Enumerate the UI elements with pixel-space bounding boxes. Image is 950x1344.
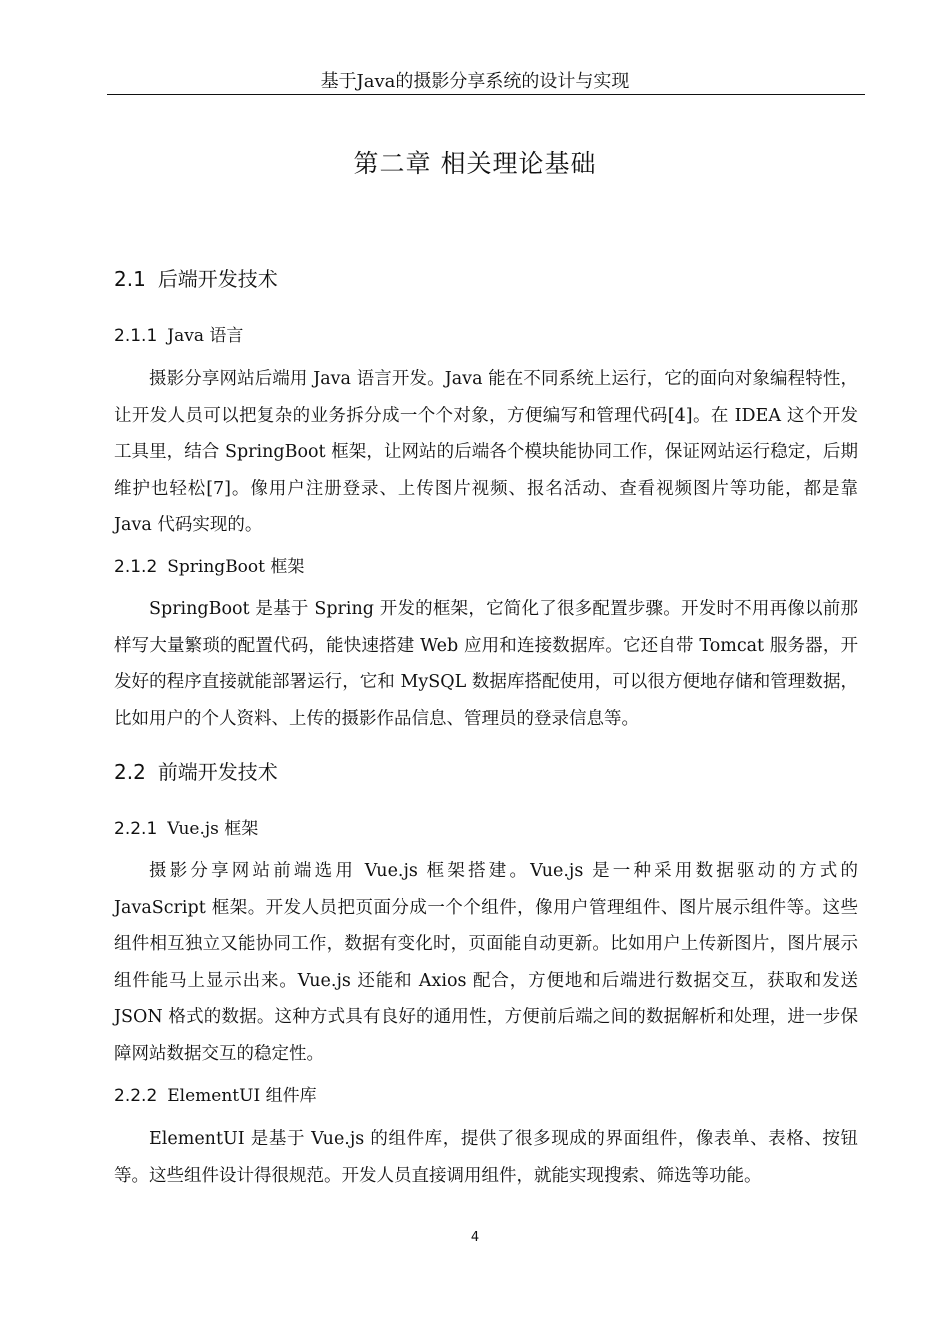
subsection-title: Java 语言 [167, 326, 244, 346]
paragraph-elementui: ElementUI 是基于 Vue.js 的组件库，提供了很多现成的界面组件，像表单、表格、按钮等。这些组件设计得很规范。开发人员直接调用组件，就能实现搜索、筛选等功能。 [114, 1129, 858, 1186]
section-title: 前端开发技术 [157, 760, 278, 784]
section-heading-2-1 [114, 265, 278, 293]
subsection-heading-2-2-1 [114, 817, 258, 841]
paragraph-java: 摄影分享网站后端用 Java 语言开发。Java 能在不同系统上运行，它的面向对象编程特性，让开发人员可以把复杂的业务拆分成一个个对象，方便编写和管理代码[4]。在 IDEA 这个开发工具里，结合 SpringBoot 框架，让网站的后端各个模块能协同工作，保证网站运行稳定，后期维护也轻松[7]。像用户注册登录、上传图片视频、报名活动、查看视频图片等功能，都是靠 Java 代码实现的。 [114, 369, 858, 536]
subsection-title: ElementUI 组件库 [167, 1086, 317, 1106]
subsection-number: 2.1.1 [114, 326, 158, 346]
subsection-heading-2-1-2 [114, 555, 304, 579]
section-number: 2.2 [114, 760, 146, 784]
paragraph-springboot: SpringBoot 是基于 Spring 开发的框架，它简化了很多配置步骤。开发时不用再像以前那样写大量繁琐的配置代码，能快速搭建 Web 应用和连接数据库。它还自带 Tomcat 服务器，开发好的程序直接就能部署运行，它和 MySQL 数据库搭配使用，可以很方便地存储和管理数据，比如用户的个人资料、上传的摄影作品信息、管理员的登录信息等。 [114, 599, 858, 729]
chapter-title: 第二章 相关理论基础 [353, 149, 597, 178]
subsection-title: SpringBoot 框架 [167, 557, 305, 577]
section-title: 后端开发技术 [157, 267, 278, 291]
page-number: 4 [470, 1230, 480, 1245]
subsection-heading-2-1-1 [114, 324, 243, 348]
subsection-number: 2.2.2 [114, 1086, 158, 1106]
subsection-number: 2.1.2 [114, 557, 158, 577]
subsection-number: 2.2.1 [114, 819, 158, 839]
header-title: 基于Java的摄影分享系统的设计与实现 [320, 71, 630, 92]
subsection-heading-2-2-2 [114, 1084, 317, 1108]
header-divider [107, 94, 865, 95]
section-heading-2-2 [114, 758, 278, 786]
paragraph-vue: 摄影分享网站前端选用 Vue.js 框架搭建。Vue.js 是一种采用数据驱动的方式的 JavaScript 框架。开发人员把页面分成一个个组件，像用户管理组件、图片展示组件等。这些组件相互独立又能协同工作，数据有变化时，页面能自动更新。比如用户上传新图片，图片展示组件能马上显示出来。Vue.js 还能和 Axios 配合，方便地和后端进行数据交互，获取和发送 JSON 格式的数据。这种方式具有良好的通用性，方便前后端之间的数据解析和处理，进一步保障网站数据交互的稳定性。 [114, 861, 858, 1064]
subsection-title: Vue.js 框架 [167, 819, 259, 839]
section-number: 2.1 [114, 267, 146, 291]
